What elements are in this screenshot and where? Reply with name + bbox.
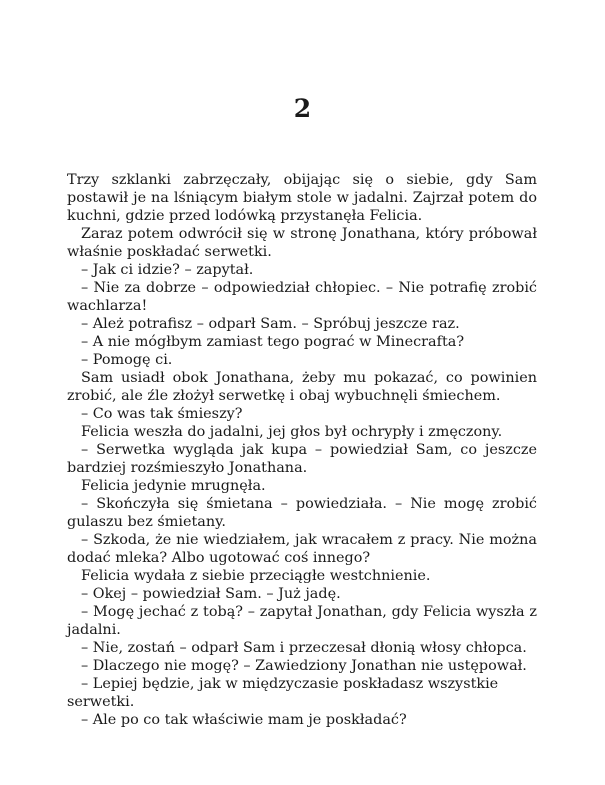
paragraph: Felicia jedynie mrugnęła. bbox=[81, 478, 266, 494]
paragraph: – Co was tak śmieszy? bbox=[81, 406, 243, 422]
paragraph: – Ale po co tak właściwie mam je poskładać? bbox=[81, 712, 407, 728]
paragraph: Zaraz potem odwrócił się w stronę Jonathana, który próbował właśnie poskładać serwetki. bbox=[67, 226, 537, 260]
paragraph: – Ależ potrafisz – odparł Sam. – Spróbuj jeszcze raz. bbox=[81, 316, 460, 332]
chapter-text bbox=[67, 171, 537, 729]
chapter-number: 2 bbox=[293, 94, 312, 123]
paragraph: – Okej – powiedział Sam. – Już jadę. bbox=[81, 586, 341, 602]
paragraph: – Dlaczego nie mogę? – Zawiedziony Jonathan nie ustępował. bbox=[81, 658, 527, 674]
paragraph: – Jak ci idzie? – zapytał. bbox=[81, 262, 254, 278]
paragraph: – Mogę jechać z tobą? – zapytał Jonathan, gdy Felicia wyszła z jadalni. bbox=[67, 604, 537, 638]
paragraph: – Pomogę ci. bbox=[81, 352, 173, 368]
paragraph: Felicia weszła do jadalni, jej głos był ochrypły i zmęczony. bbox=[81, 424, 503, 440]
paragraph: – Skończyła się śmietana – powiedziała. – Nie mogę zrobić gulaszu bez śmietany. bbox=[67, 496, 537, 530]
paragraph: Trzy szklanki zabrzęczały, obijając się o siebie, gdy Sam postawił je na lśniącym białym stole w jadalni. Zajrzał potem do kuchni, gdzie przed lodówką przystanęła Felicia. bbox=[67, 172, 537, 224]
paragraph: Felicia wydała z siebie przeciągłe westchnienie. bbox=[81, 568, 431, 584]
paragraph: – A nie mógłbym zamiast tego pograć w Minecrafta? bbox=[81, 334, 465, 350]
paragraph: – Lepiej będzie, jak w międzyczasie poskładasz wszystkie serwetki. bbox=[67, 676, 499, 710]
paragraph: – Nie, zostań – odparł Sam i przeczesał dłonią włosy chłopca. bbox=[81, 640, 527, 656]
paragraph: – Serwetka wygląda jak kupa – powiedział Sam, co jeszcze bardziej rozśmieszyło Jonathana. bbox=[67, 442, 537, 476]
paragraph: – Nie za dobrze – odpowiedział chłopiec. – Nie potrafię zrobić wachlarza! bbox=[67, 280, 537, 314]
paragraph: – Szkoda, że nie wiedziałem, jak wracałem z pracy. Nie można dodać mleka? Albo ugotować coś innego? bbox=[67, 532, 537, 566]
paragraph: Sam usiadł obok Jonathana, żeby mu pokazać, co powinien zrobić, ale źle złożył serwetkę i obaj wybuchnęli śmiechem. bbox=[67, 370, 537, 404]
